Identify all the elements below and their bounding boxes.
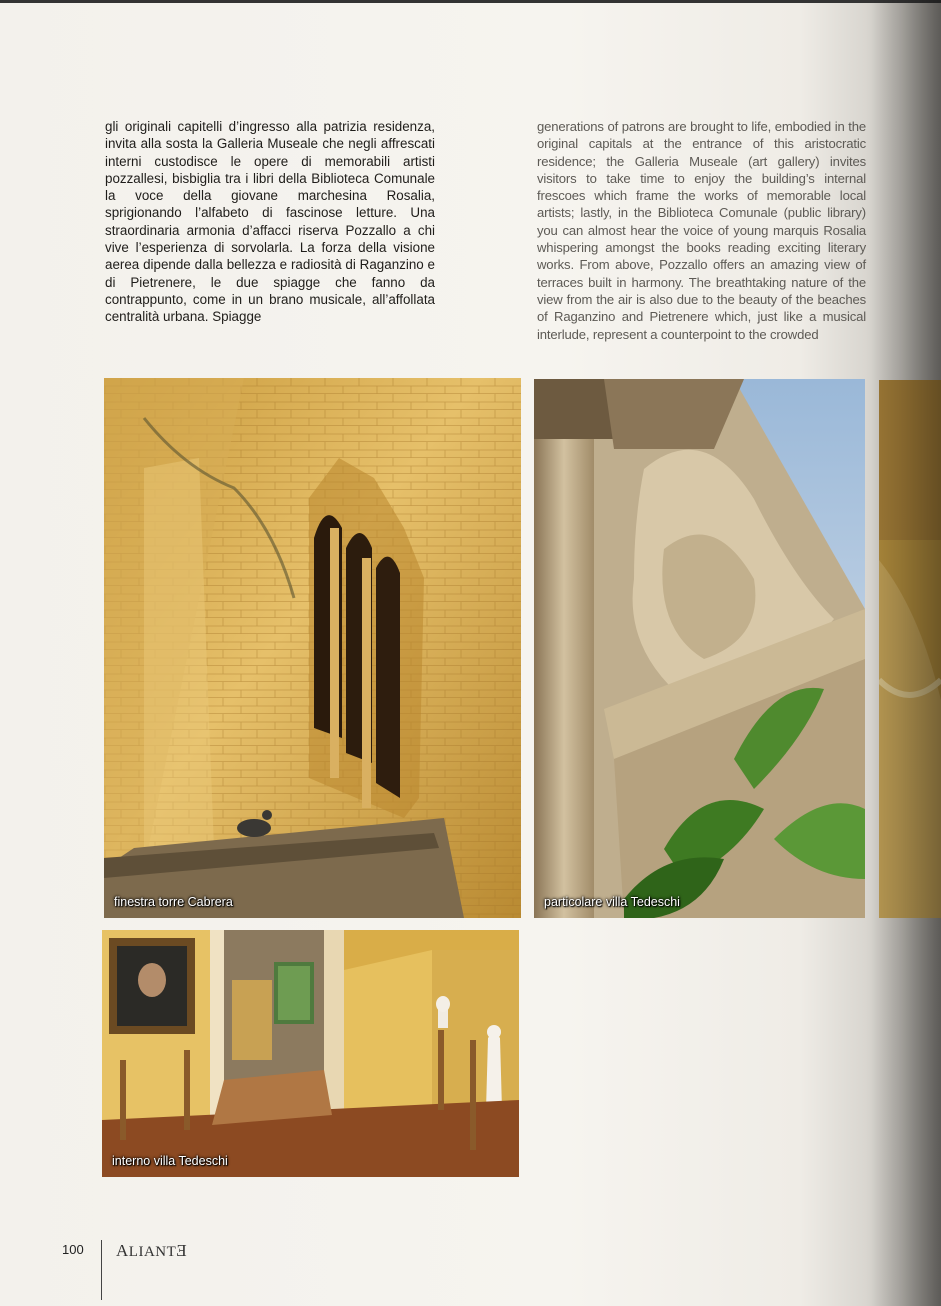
footer-divider bbox=[101, 1240, 102, 1300]
page-number: 100 bbox=[62, 1242, 84, 1257]
photo-villa-tedeschi-relief bbox=[534, 379, 865, 918]
photo-torre-cabrera-window bbox=[104, 378, 521, 918]
photo-villa-tedeschi-interior bbox=[102, 930, 519, 1177]
masthead-middle: LIANT bbox=[128, 1244, 177, 1260]
page-top-edge bbox=[0, 0, 941, 3]
italian-text-column: gli originali capitelli d’ingresso alla patrizia residenza, invita alla sosta la Galleria Museale che negli affrescati interni custodisce le opere di memorabili artisti pozzallesi, bisbiglia tra i libri della Biblioteca Comunale la voce della giovane marchesina Rosalia, sprigionando l’alfabeto di fascinose letture. Una straordinaria armonia d’affacci riserva Pozzallo a chi vive l’esperienza di sorvolarla. La forza della visione aerea dipende dalla bellezza e radiosità di Raganzino e di Pietrenere, le due spiagge che fanno da contrappunto, come in un brano musicale, all’affollata centralità urbana. Spiagge bbox=[105, 119, 435, 325]
caption-villa-tedeschi-interior: interno villa Tedeschi bbox=[112, 1154, 228, 1168]
caption-torre-cabrera: finestra torre Cabrera bbox=[114, 895, 233, 909]
masthead-initial: A bbox=[116, 1241, 129, 1260]
masthead-final: Ǝ bbox=[176, 1241, 188, 1260]
magazine-masthead bbox=[116, 1241, 187, 1261]
caption-villa-tedeschi-relief: particolare villa Tedeschi bbox=[544, 895, 680, 909]
english-text-column: generations of patrons are brought to life, embodied in the original capitals at the entrance of this aristocratic residence; the Galleria Museale (art gallery) invites visitors to take time to enjoy the building’s internal frescoes which frame the works of memorable local artists; lastly, in the Biblioteca Comunale (public library) you can almost hear the voice of young marquis Rosalia whispering amongst the books reading exciting literary works. From above, Pozzallo offers an amazing view of terraces built in harmony. The breathtaking nature of the view from the air is also due to the beauty of the beaches of Raganzino and Pietrenere which, just like a musical interlude, represent a counterpoint to the crowded bbox=[537, 119, 866, 342]
page-gutter-shadow bbox=[871, 0, 941, 1306]
